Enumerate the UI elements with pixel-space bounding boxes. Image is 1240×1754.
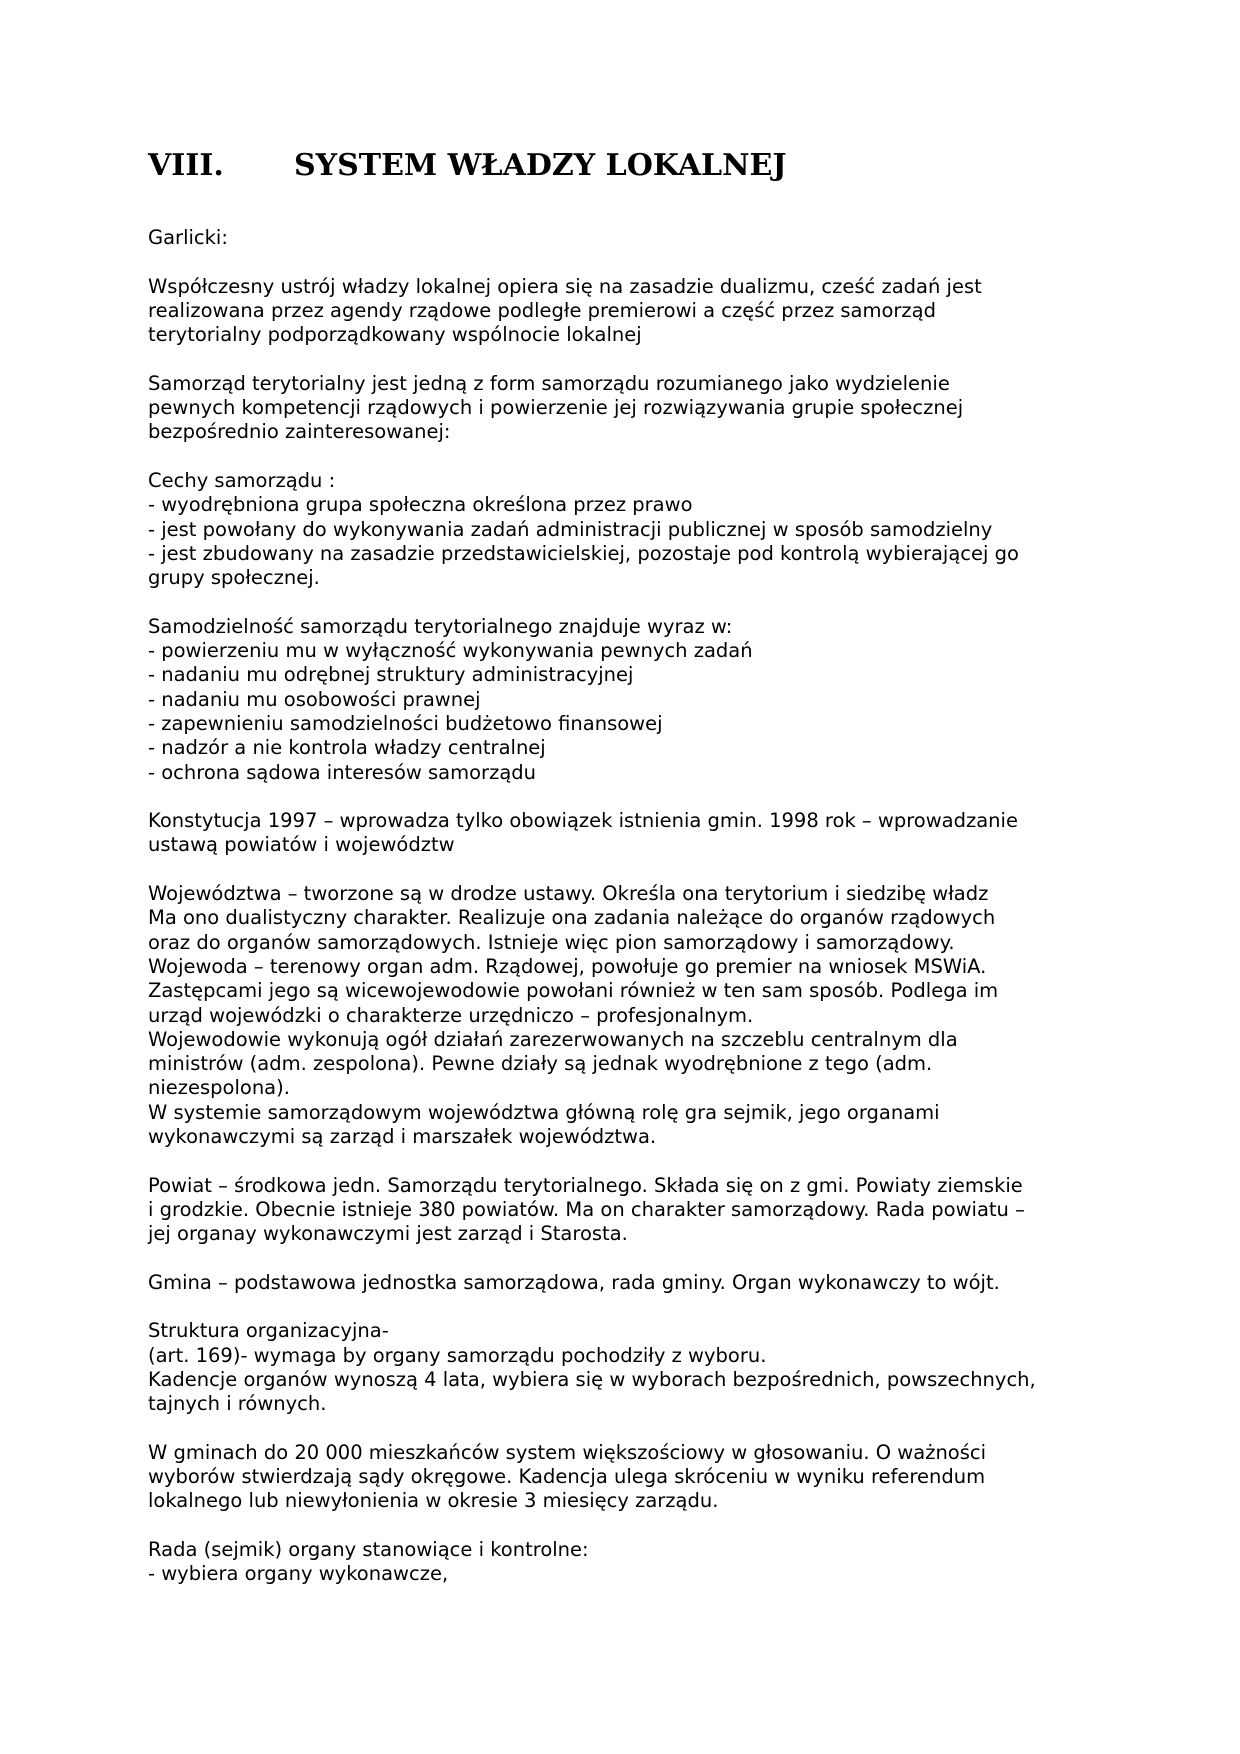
body-text <box>148 226 1128 1587</box>
text-line: Współczesny ustrój władzy lokalnej opiera się na zasadzie dualizmu, cześć zadań jest <box>148 274 982 298</box>
text-line: - zapewnieniu samodzielności budżetowo finansowej <box>148 711 663 735</box>
text-line: ministrów (adm. zespolona). Pewne działy są jednak wyodrębnione z tego (adm. <box>148 1052 933 1076</box>
text-line: wyborów stwierdzają sądy okręgowe. Kadencja ulega skróceniu w wyniku referendum <box>148 1465 986 1489</box>
text-line: Struktura organizacyjna- <box>148 1319 389 1343</box>
text-line: i grodzkie. Obecnie istnieje 380 powiatów. Ma on charakter samorządowy. Rada powiatu – <box>148 1197 1025 1221</box>
paragraph <box>148 275 1128 348</box>
text-line: Samorząd terytorialny jest jedną z form samorządu rozumianego jako wydzielenie <box>148 371 950 395</box>
paragraph <box>148 809 1128 858</box>
text-line: Ma ono dualistyczny charakter. Realizuje ona zadania należące do organów rządowych <box>148 906 996 930</box>
text-line: W systemie samorządowym województwa główną rolę gra sejmik, jego organami <box>148 1100 940 1124</box>
chapter-title: SYSTEM WŁADZY LOKALNEJ <box>294 148 787 183</box>
text-line: - nadzór a nie kontrola władzy centralnej <box>148 736 546 760</box>
text-line: Kadencje organów wynoszą 4 lata, wybiera się w wyborach bezpośrednich, powszechnych, <box>148 1367 1036 1391</box>
text-line: - jest powołany do wykonywania zadań administracji publicznej w sposób samodzielny <box>148 517 993 541</box>
text-line: - wyodrębniona grupa społeczna określona przez prawo <box>148 493 693 517</box>
text-line: bezpośrednio zainteresowanej: <box>148 420 451 444</box>
paragraph <box>148 1174 1128 1247</box>
paragraph <box>148 469 1128 590</box>
text-line: jej organay wykonawczymi jest zarząd i Starosta. <box>148 1222 628 1246</box>
text-line: Gmina – podstawowa jednostka samorządowa, rada gminy. Organ wykonawczy to wójt. <box>148 1270 1000 1294</box>
text-line: niezespolona). <box>148 1076 290 1100</box>
text-line: grupy społecznej. <box>148 566 320 590</box>
text-line: Wojewodowie wykonują ogół działań zarezerwowanych na szczeblu centralnym dla <box>148 1027 958 1051</box>
text-line: oraz do organów samorządowych. Istnieje więc pion samorządowy i samorządowy. <box>148 930 955 954</box>
text-line: urząd wojewódzki o charakterze urzędniczo – profesjonalnym. <box>148 1003 754 1027</box>
paragraph <box>148 372 1128 445</box>
text-line: Samodzielność samorządu terytorialnego znajduje wyraz w: <box>148 614 733 638</box>
chapter-heading <box>148 146 1128 186</box>
text-line: - powierzeniu mu w wyłączność wykonywania pewnych zadań <box>148 639 753 663</box>
text-line: - wybiera organy wykonawcze, <box>148 1562 449 1586</box>
paragraph <box>148 1319 1128 1416</box>
text-line: pewnych kompetencji rządowych i powierzenie jej rozwiązywania grupie społecznej <box>148 396 964 420</box>
text-line: - nadaniu mu osobowości prawnej <box>148 687 481 711</box>
text-line: - ochrona sądowa interesów samorządu <box>148 760 537 784</box>
text-line: ustawą powiatów i województw <box>148 833 455 857</box>
text-line: realizowana przez agendy rządowe podległe premierowi a część przez samorząd <box>148 298 936 322</box>
text-line: Powiat – środkowa jedn. Samorządu terytorialnego. Składa się on z gmi. Powiaty ziemskie <box>148 1173 1023 1197</box>
text-line: W gminach do 20 000 mieszkańców system większościowy w głosowaniu. O ważności <box>148 1440 987 1464</box>
paragraph <box>148 882 1128 1149</box>
text-line: wykonawczymi są zarząd i marszałek województwa. <box>148 1124 657 1148</box>
document-page <box>148 146 1128 1611</box>
text-line: Zastępcami jego są wicewojewodowie powołani również w ten sam sposób. Podlega im <box>148 979 999 1003</box>
text-line: (art. 169)- wymaga by organy samorządu pochodziły z wyboru. <box>148 1343 767 1367</box>
paragraph <box>148 226 1128 250</box>
paragraph <box>148 1441 1128 1514</box>
text-line: Wojewoda – terenowy organ adm. Rządowej, powołuje go premier na wniosek MSWiA. <box>148 954 987 978</box>
text-line: - jest zbudowany na zasadzie przedstawicielskiej, pozostaje pod kontrolą wybierającej go <box>148 541 1019 565</box>
text-line: Garlicki: <box>148 226 228 249</box>
paragraph <box>148 1538 1128 1587</box>
text-line: Rada (sejmik) organy stanowiące i kontrolne: <box>148 1538 589 1562</box>
chapter-number: VIII. <box>148 148 224 183</box>
text-line: tajnych i równych. <box>148 1392 327 1416</box>
text-line: - nadaniu mu odrębnej struktury administracyjnej <box>148 663 634 687</box>
text-line: Cechy samorządu : <box>148 468 336 492</box>
text-line: Województwa – tworzone są w drodze ustawy. Określa ona terytorium i siedzibę władz <box>148 882 989 906</box>
text-line: Konstytucja 1997 – wprowadza tylko obowiązek istnienia gmin. 1998 rok – wprowadzanie <box>148 809 1018 833</box>
text-line: terytorialny podporządkowany wspólnocie lokalnej <box>148 323 642 347</box>
text-line: lokalnego lub niewyłonienia w okresie 3 miesięcy zarządu. <box>148 1489 719 1513</box>
paragraph <box>148 615 1128 785</box>
paragraph <box>148 1271 1128 1295</box>
